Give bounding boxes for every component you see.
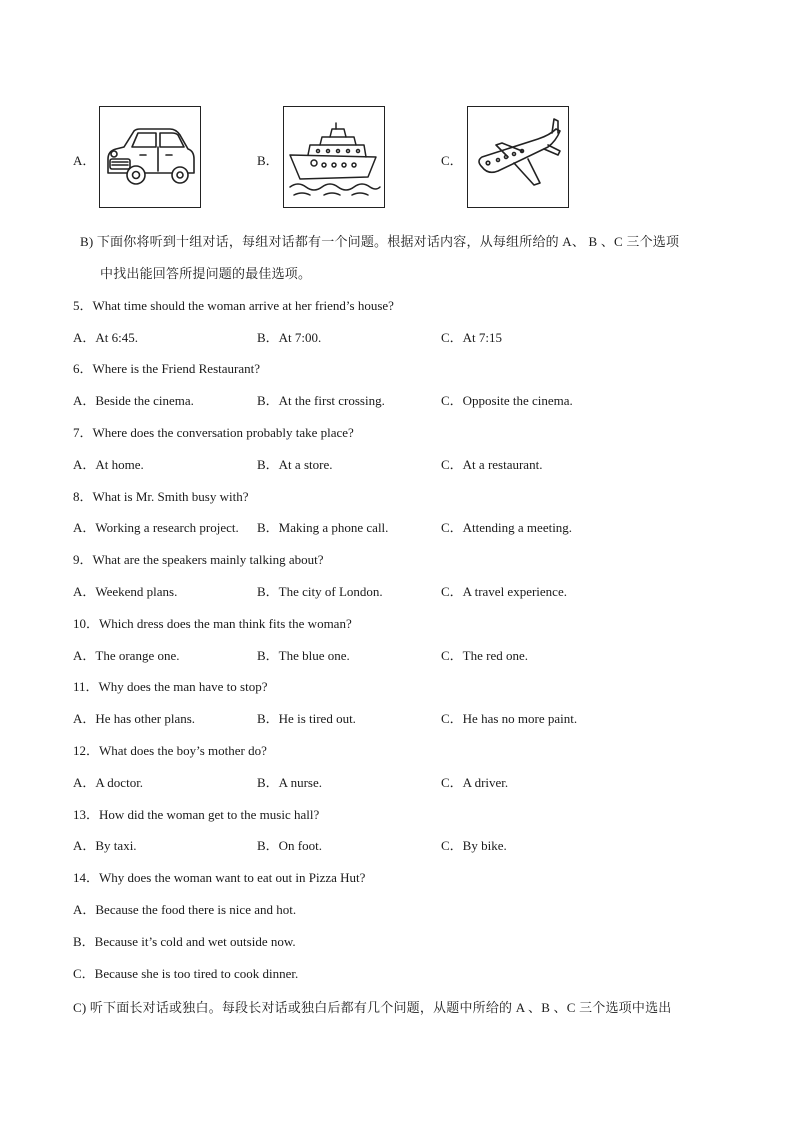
option-letter: B． [257, 153, 279, 168]
q9-option-b[interactable]: B．The city of London. [257, 584, 383, 599]
airplane-icon [468, 107, 568, 207]
q9-option-c[interactable]: C．A travel experience. [441, 584, 567, 599]
q7-option-c[interactable]: C．At a restaurant. [441, 457, 543, 472]
q6-option-b[interactable]: B．At the first crossing. [257, 393, 385, 408]
ship-icon [284, 107, 384, 207]
option-letter: C． [441, 153, 463, 168]
q12-option-b[interactable]: B．A nurse. [257, 775, 323, 790]
q6-option-a[interactable]: A．Beside the cinema. [73, 393, 194, 408]
car-icon [100, 107, 200, 207]
q14-option-b[interactable]: B．Because it’s cold and wet outside now. [73, 934, 296, 949]
ship-picture [283, 106, 385, 208]
question-9: 9．What are the speakers mainly talking about? [73, 552, 324, 567]
q10-option-b[interactable]: B．The blue one. [257, 648, 350, 663]
q11-option-c[interactable]: C．He has no more paint. [441, 711, 578, 726]
question-12: 12．What does the boy’s mother do? [73, 743, 267, 758]
q5-option-c[interactable]: C．At 7:15 [441, 330, 503, 345]
q12-option-a[interactable]: A．A doctor. [73, 775, 144, 790]
q14-option-a[interactable]: A．Because the food there is nice and hot. [73, 902, 297, 917]
q6-option-c[interactable]: C．Opposite the cinema. [441, 393, 573, 408]
q10-option-c[interactable]: C．The red one. [441, 648, 529, 663]
q8-option-a[interactable]: A．Working a research project. [73, 520, 239, 535]
q7-option-a[interactable]: A．At home. [73, 457, 144, 472]
q11-option-b[interactable]: B．He is tired out. [257, 711, 356, 726]
q13-option-a[interactable]: A．By taxi. [73, 838, 137, 853]
question-6: 6．Where is the Friend Restaurant? [73, 361, 260, 376]
question-7: 7．Where does the conversation probably take place? [73, 425, 354, 440]
q9-option-a[interactable]: A．Weekend plans. [73, 584, 178, 599]
question-14: 14．Why does the woman want to eat out in Pizza Hut? [73, 870, 366, 885]
q5-option-a[interactable]: A．At 6:45. [73, 330, 139, 345]
airplane-picture [467, 106, 569, 208]
q13-option-c[interactable]: C．By bike. [441, 838, 507, 853]
q10-option-a[interactable]: A．The orange one. [73, 648, 180, 663]
q8-option-c[interactable]: C．Attending a meeting. [441, 520, 573, 535]
picture-options-row [0, 106, 794, 210]
section-b-instruction-line-2: 中找出能回答所提问题的最佳选项。 [100, 266, 312, 281]
question-8: 8．What is Mr. Smith busy with? [73, 489, 249, 504]
q11-option-a[interactable]: A．He has other plans. [73, 711, 196, 726]
q14-option-c[interactable]: C．Because she is too tired to cook dinner. [73, 966, 299, 981]
q12-option-c[interactable]: C．A driver. [441, 775, 509, 790]
q7-option-b[interactable]: B．At a store. [257, 457, 333, 472]
question-11: 11．Why does the man have to stop? [73, 679, 268, 694]
question-10: 10．Which dress does the man think fits the woman? [73, 616, 352, 631]
q13-option-b[interactable]: B．On foot. [257, 838, 323, 853]
section-b-instruction-line-1: B) 下面你将听到十组对话，每组对话都有一个问题。根据对话内容，从每组所给的 A、 B 、C 三个选项 [80, 234, 680, 249]
car-picture [99, 106, 201, 208]
option-letter: A． [73, 153, 96, 168]
question-5: 5．What time should the woman arrive at her friend’s house? [73, 298, 394, 313]
q5-option-b[interactable]: B．At 7:00. [257, 330, 322, 345]
q8-option-b[interactable]: B．Making a phone call. [257, 520, 389, 535]
section-c-instruction-line-1: C) 听下面长对话或独白。每段长对话或独白后都有几个问题，从题中所给的 A 、B 、C 三个选项中选出 [73, 1000, 672, 1015]
question-13: 13．How did the woman get to the music hall? [73, 807, 320, 822]
